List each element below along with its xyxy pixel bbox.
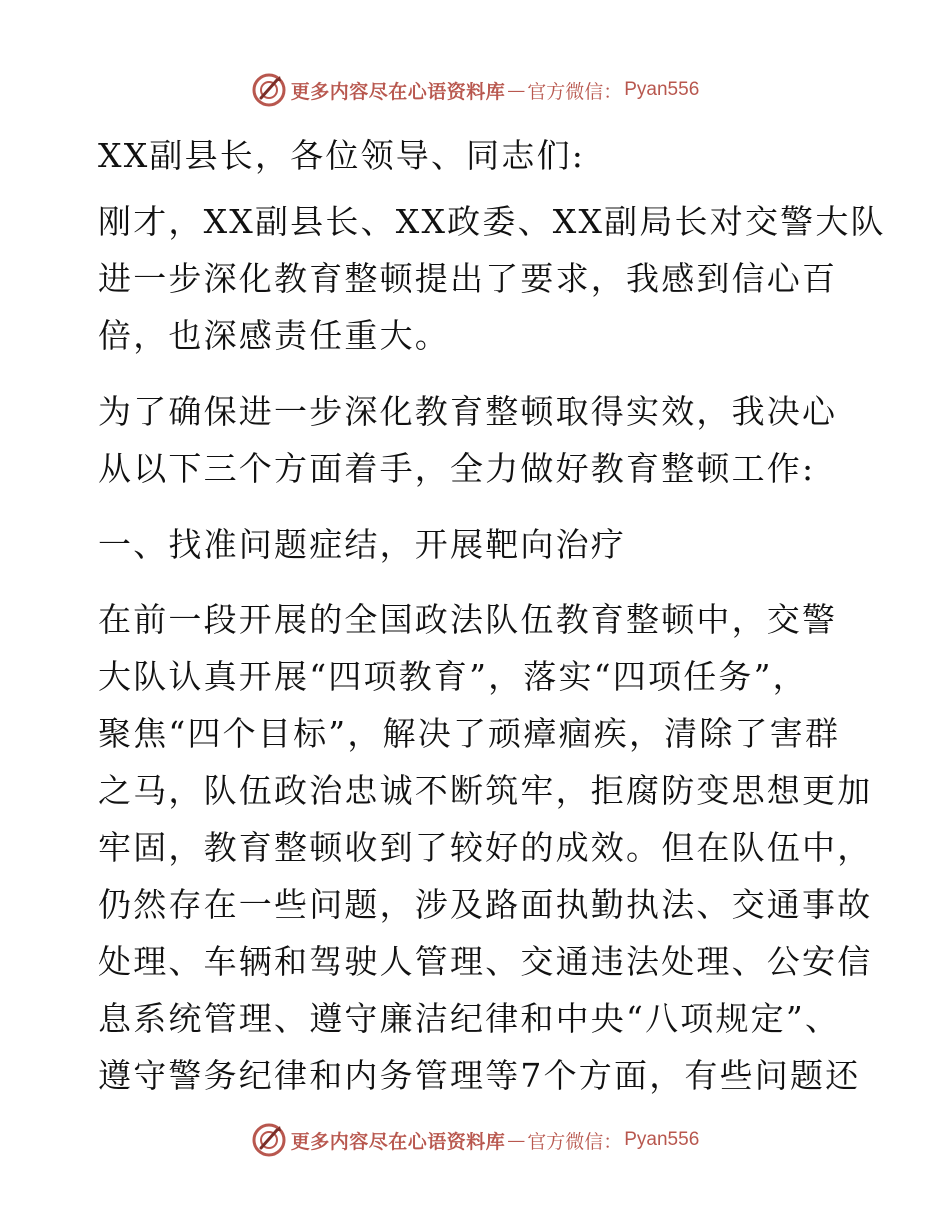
text-line: 牢固，教育整顿收到了较好的成效。但在队伍中，: [98, 828, 873, 867]
watermark-separator: —: [507, 79, 526, 101]
logo-icon: [251, 72, 287, 108]
text-line: 之马，队伍政治忠诚不断筑牢，拒腐防变思想更加: [98, 771, 873, 810]
salutation-paragraph: [98, 127, 868, 184]
text-line: 进一步深化教育整顿提出了要求，我感到信心百: [98, 259, 838, 298]
watermark-official-label: 官方微信：: [527, 80, 623, 103]
watermark-handle: Pyan556: [624, 1129, 700, 1150]
watermark-separator: —: [507, 1129, 526, 1151]
watermark-handle: Pyan556: [624, 79, 700, 100]
watermark-banner-bottom: [0, 1120, 950, 1160]
heading-line: 一、找准问题症结，开展靶向治疗: [98, 525, 626, 564]
text-line: 息系统管理、遵守廉洁纪律和中央“八项规定”、: [98, 999, 841, 1038]
watermark-banner-top: [0, 70, 950, 110]
opening-paragraph: [98, 193, 886, 364]
text-line: 处理、车辆和驾驶人管理、交通违法处理、公安信: [98, 942, 873, 981]
watermark-brand: 更多内容尽在心语资料库: [290, 1130, 506, 1153]
text-line: 大队认真开展“四项教育”，落实“四项任务”，: [98, 657, 808, 696]
resolution-paragraph: [98, 383, 868, 497]
text-line: 倍，也深感责任重大。: [98, 316, 450, 355]
text-line: 从以下三个方面着手，全力做好教育整顿工作:: [98, 449, 816, 488]
watermark-brand: 更多内容尽在心语资料库: [290, 80, 506, 103]
text-line: 在前一段开展的全国政法队伍教育整顿中，交警: [98, 600, 838, 639]
text-line: 仍然存在一些问题，涉及路面执勤执法、交通事故: [98, 885, 873, 924]
watermark-official-label: 官方微信：: [527, 1130, 623, 1153]
text-line: 为了确保进一步深化教育整顿取得实效，我决心: [98, 392, 838, 431]
text-line: 遵守警务纪律和内务管理等7个方面，有些问题还: [98, 1056, 861, 1095]
text-line: XX副县长，各位领导、同志们:: [98, 136, 586, 175]
section-heading-1: [98, 516, 868, 573]
logo-icon: [251, 1122, 287, 1158]
text-line: 刚才，XX副县长、XX政委、XX副局长对交警大队: [98, 202, 886, 241]
body-paragraph: [98, 591, 873, 1104]
text-line: 聚焦“四个目标”，解决了顽瘴痼疾，清除了害群: [98, 714, 841, 753]
